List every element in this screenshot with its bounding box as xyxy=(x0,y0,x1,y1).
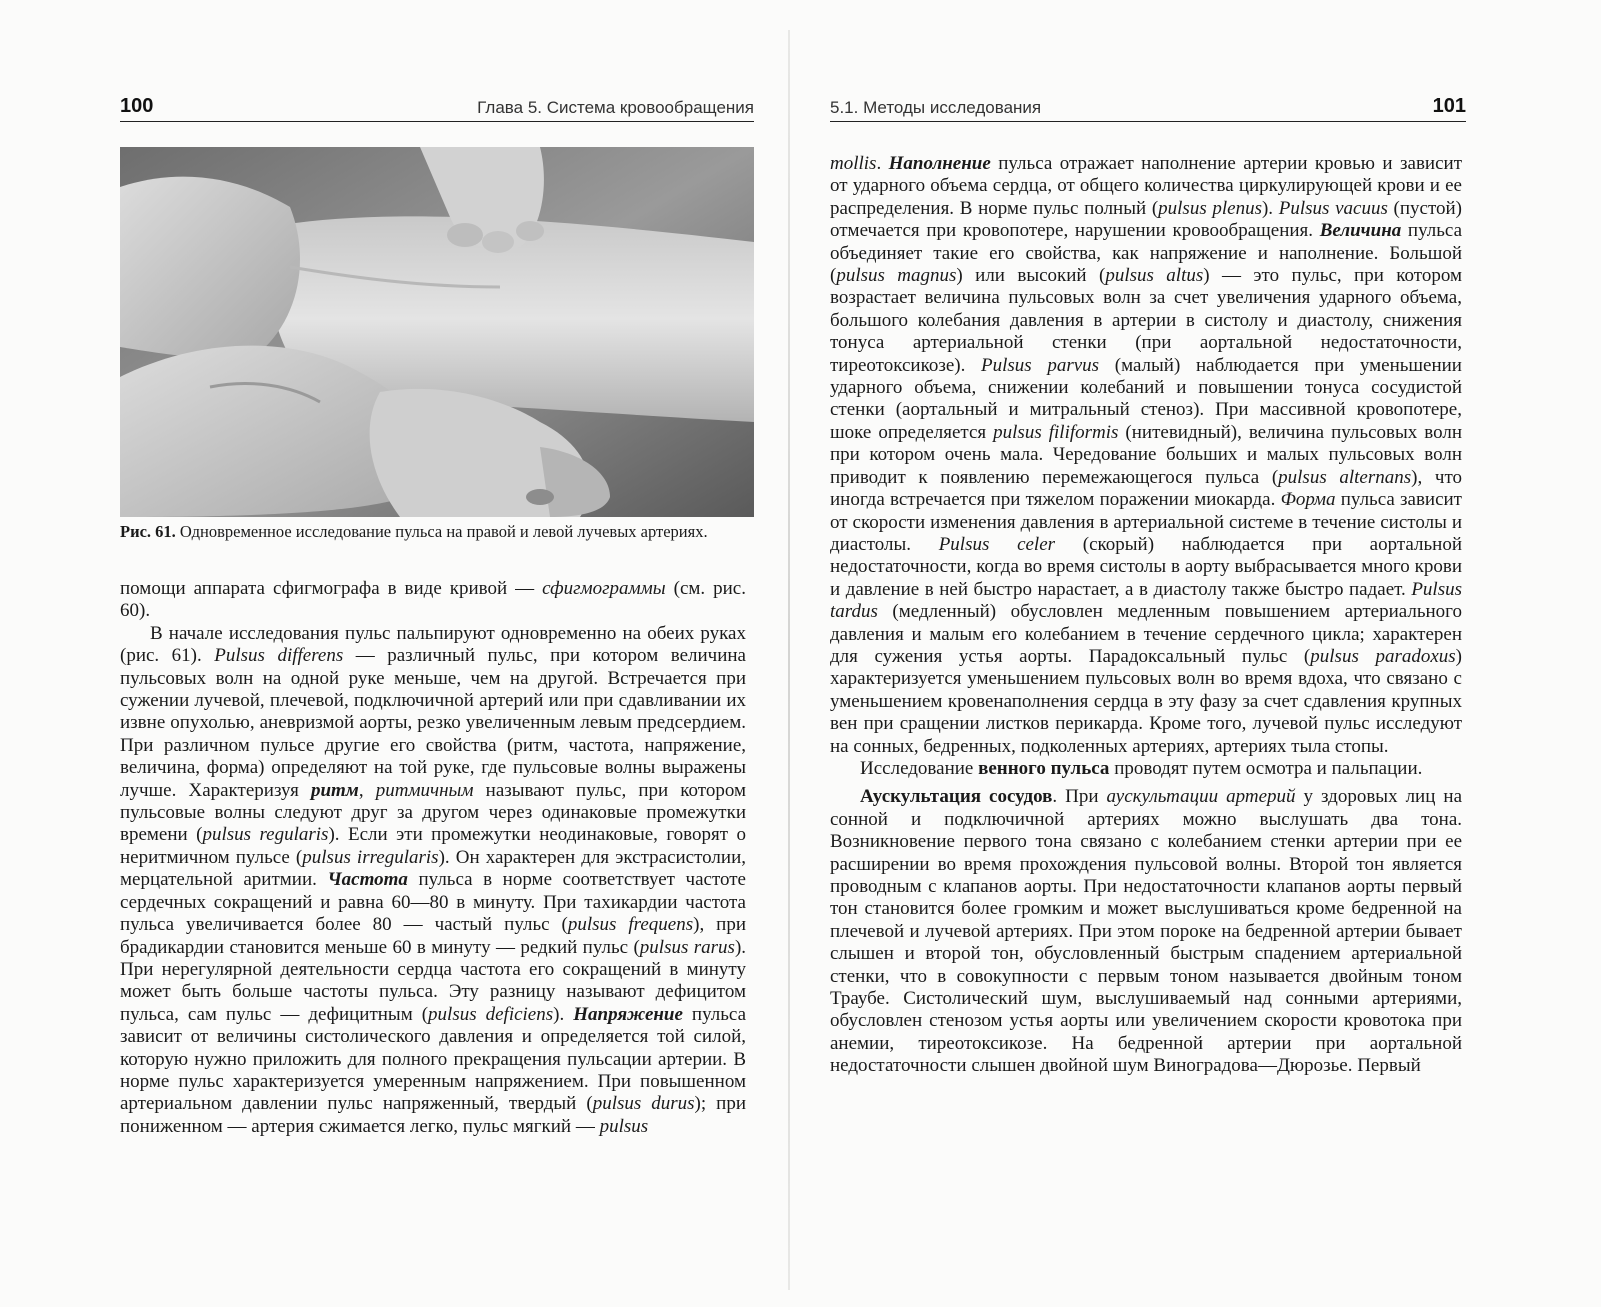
emphasis-text: Наполнение xyxy=(888,153,991,174)
body-text: пульса зависит от величины систолического давления и определяется той силой, которую нужно приложить для полного прекращения пульсации артерии. В норме пульс характеризуется умеренным напряжением. При повышенном артериальном давлении пульс напряженный, твердый ( xyxy=(120,1003,747,1115)
body-text: В начале исследования пульс пальпируют одновременно на обеих руках (рис. 61). xyxy=(120,622,746,667)
emphasis-text: Напряжение xyxy=(573,1003,683,1025)
body-text: ); при пониженном — артерия сжимается легко, пульс мягкий — xyxy=(120,1093,746,1137)
chapter-title: Глава 5. Система кровообращения xyxy=(477,98,754,117)
body-text: Исследование xyxy=(860,757,979,779)
right-page xyxy=(790,0,1601,1307)
emphasis-text: Частота xyxy=(327,869,408,891)
body-text: . При xyxy=(1052,786,1107,808)
emphasis-text: pulsus deficiens xyxy=(428,1003,554,1025)
emphasis-text: Pulsus celer xyxy=(938,533,1056,555)
body-text: ). Он характерен для экстрасистолии, мерцательной аритмии. xyxy=(120,846,746,891)
body-text: ), что иногда встречается при тяжелом поражении миокарда. xyxy=(830,466,1462,511)
body-text: (скорый) наблюдается при аортальной недостаточности, когда во время систолы в аорту выбрасывается много крови и давление в ней быстро нарастает, а в диастолу также быстро падает. xyxy=(830,533,1462,600)
body-text: ) или высокий ( xyxy=(956,265,1106,287)
text-column-right xyxy=(830,153,1462,1078)
emphasis-text: pulsus altus xyxy=(1105,265,1204,287)
body-text: (см. рис. 60). xyxy=(120,578,746,622)
page-number: 101 xyxy=(1432,95,1466,117)
emphasis-text: pulsus magnus xyxy=(836,265,957,287)
emphasis-text: pulsus regularis xyxy=(202,824,329,846)
emphasis-text: pulsus paradoxus xyxy=(1310,645,1456,667)
emphasis-text: ритм xyxy=(310,779,359,801)
body-text: . xyxy=(876,153,889,174)
left-page xyxy=(0,0,790,1307)
body-text: называют пульс, при котором пульсовые волны следуют друг за другом через одинаковые промежутки времени ( xyxy=(120,779,746,846)
body-text: (медленный) обусловлен медленным повышением артериального давления и малым его колебанием в течение сердечного цикла; характерен для сужения устья аорты. Парадоксальный пульс ( xyxy=(830,601,1462,667)
emphasis-text: mollis xyxy=(830,153,877,174)
body-text: ). Если эти промежутки неодинаковые, говорят о неритмичном пульсе ( xyxy=(120,824,746,868)
figure-caption-text: Одновременное исследование пульса на правой и левой лучевых артериях. xyxy=(179,522,708,541)
emphasis-text: pulsus plenus xyxy=(1158,197,1262,219)
figure-photo-pulse-palpation xyxy=(120,147,754,517)
paragraph xyxy=(830,786,1462,1077)
emphasis-text: венного пульса xyxy=(978,757,1110,779)
paragraph xyxy=(120,623,746,1138)
body-text: пульса объединяет такие его свойства, как напряжение и наполнение. Большой ( xyxy=(830,220,1463,287)
body-text: (малый) наблюдается при уменьшении ударного объема, снижении колебаний и повышении тонуса сосудистой стенки (аортальный и митральный стеноз). При массивной кровопотере, шоке определяется xyxy=(830,354,1462,443)
emphasis-text: Величина xyxy=(1319,220,1402,242)
emphasis-text: Pulsus vacuus xyxy=(1278,197,1388,219)
figure-caption xyxy=(120,522,754,542)
body-text: ) — это пульс, при котором возрастает величина пульсовых волн за счет увеличения ударного объема, большого колебания давления в артерии в систолу и диастолу, снижения тонуса артериальной стенки (при аортальной недостаточности, тиреотоксикозе). xyxy=(830,265,1462,376)
emphasis-text: pulsus xyxy=(599,1115,649,1137)
body-text: пульса зависит от скорости изменения давления в артериальной системе в течение систолы и диастолы. xyxy=(830,489,1462,555)
body-text: ) характеризуется уменьшением пульсовых волн во время вдоха, что связано с уменьшением кровенаполнения сердца в эту фазу за счет сдавления крупных вен при сращении листков перикарда. Кроме того, лучевой пульс исследуют на сонных, бедренных, подколенных артериях, артериях тыла стопы. xyxy=(830,645,1462,757)
body-text: ). xyxy=(1261,197,1279,219)
emphasis-text: ритмичным xyxy=(375,779,474,801)
running-head-left xyxy=(120,90,754,122)
emphasis-text: pulsus durus xyxy=(592,1093,695,1115)
body-text: ), при брадикардии становится меньше 60 в минуту — редкий пульс ( xyxy=(120,914,746,958)
paragraph xyxy=(120,578,746,623)
emphasis-text: Форма xyxy=(1280,489,1336,511)
hands-photo xyxy=(120,147,754,517)
emphasis-text: pulsus rarus xyxy=(639,936,735,958)
body-text: пульса отражает наполнение артерии кровью и зависит от ударного объема сердца, от общего количества циркулирующей крови и ее распределения. В норме пульс полный ( xyxy=(830,153,1462,219)
emphasis-text: Pulsus tardus xyxy=(830,578,1462,623)
body-text: (пустой) отмечается при кровопотере, нарушении кровообращения. xyxy=(830,197,1462,242)
emphasis-text: аускультации артерий xyxy=(1106,786,1296,808)
emphasis-text: Аускультация сосудов xyxy=(860,786,1053,808)
running-head-right xyxy=(830,90,1466,122)
body-text: ). xyxy=(553,1003,574,1025)
body-text: — различный пульс, при котором величина пульсовых волн на одной руке меньше, чем на другой. Встречается при сужении лучевой, плечевой, подключичной артерий или при сдавливании их извне опухолью, аневризмой аорты, резко увеличенным левым предсердием. При различном пульсе другие его свойства (ритм, частота, напряжение, величина, форма) определяют на той руке, где пульсовые волны выражены лучше. Характеризуя xyxy=(120,645,746,801)
paragraph xyxy=(830,153,1462,758)
page-number: 100 xyxy=(120,95,154,117)
paragraph xyxy=(830,758,1462,780)
section-title: 5.1. Методы исследования xyxy=(830,98,1042,117)
body-text: помощи аппарата сфигмографа в виде кривой — xyxy=(120,578,543,599)
emphasis-text: pulsus filiformis xyxy=(993,421,1119,443)
emphasis-text: pulsus alternans xyxy=(1278,466,1412,488)
body-text: проводят путем осмотра и пальпации. xyxy=(1109,757,1423,779)
emphasis-text: сфигмограммы xyxy=(542,578,666,599)
emphasis-text: pulsus irregularis xyxy=(302,846,439,868)
emphasis-text: Pulsus differens xyxy=(214,645,344,667)
emphasis-text: Pulsus parvus xyxy=(981,354,1100,376)
body-text: ). При нерегулярной деятельности сердца частота его сокращений в минуту может быть больше частоты пульса. Эту разницу называют дефицитом пульса, сам пульс — дефицитным ( xyxy=(120,936,747,1025)
body-text: (нитевидный), величина пульсовых волн при котором очень мала. Чередование больших и малых пульсовых волн приводит к появлению перемежающегося пульса ( xyxy=(830,421,1462,488)
text-column-left xyxy=(120,578,746,1138)
emphasis-text: pulsus frequens xyxy=(567,914,694,936)
figure-label: Рис. 61. xyxy=(120,522,176,541)
body-text: , xyxy=(358,779,376,801)
body-text: у здоровых лиц на сонной и подключичной артериях можно выслушать два тона. Возникновение первого тона связано с колебанием стенки артерии при ее расширении во время прохождения пульсовой волны. Второй тон является проводным с клапанов аорты. При недостаточности клапанов аорты первый тон становится более громким и может выслушиваться кроме бедренной на плечевой и лучевой артериях. При этом пороке на бедренной артерии бывает слышен и второй тон, обусловленный быстрым спадением артериальной стенки, что в совокупности с первым тоном называется двойным тоном Траубе. Систолический шум, выслушиваемый над сонными артериями, обусловлен стенозом устья аорты или увеличением скорости кровотока при анемии, тиреотоксикозе. На бедренной артерии при аортальной недостаточности слышен двойной шум Виноградова—Дюрозье. Первый xyxy=(830,786,1462,1077)
body-text: пульса в норме соответствует частоте сердечных сокращений и равна 60—80 в минуту. При тахикардии частота пульса увеличивается более 80 — частый пульс ( xyxy=(120,869,746,936)
